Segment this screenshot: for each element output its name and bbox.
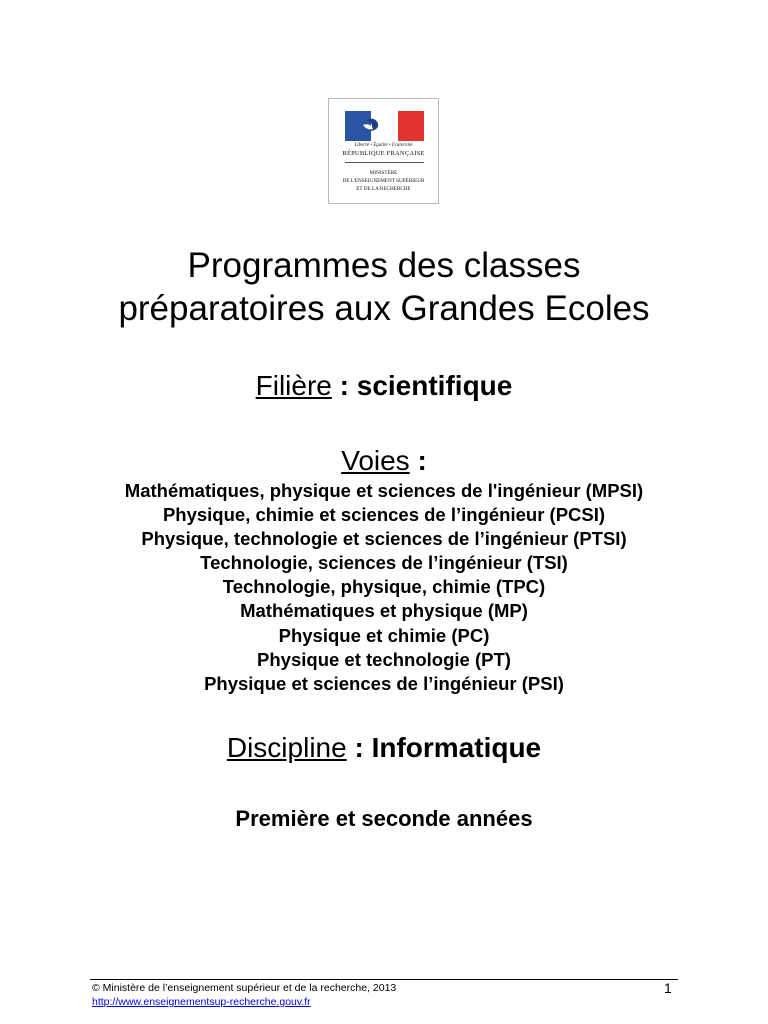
discipline-label: Discipline: [226, 732, 347, 763]
voies-heading: [0, 444, 768, 478]
logo-ministry-line: DE L'ENSEIGNEMENT SUPÉRIEUR: [342, 178, 425, 184]
document-title-line: préparatoires aux Grandes Ecoles: [118, 289, 650, 328]
logo-divider: [345, 162, 424, 163]
footer-divider: [90, 979, 678, 980]
logo-ministry-line: MINISTÈRE: [369, 170, 398, 176]
filiere-label: Filière: [255, 370, 332, 401]
discipline-value: : Informatique: [346, 732, 542, 763]
logo-republic-name: RÉPUBLIQUE FRANÇAISE: [342, 150, 425, 157]
voie-item: Physique, technologie et sciences de l’ingénieur (PTSI): [141, 528, 627, 550]
voie-item: Mathématiques et physique (MP): [240, 600, 528, 622]
voie-item: Physique et chimie (PC): [278, 624, 490, 646]
discipline-heading: [0, 731, 768, 765]
voie-item: Mathématiques, physique et sciences de l'ingénieur (MPSI): [124, 480, 644, 501]
filiere-heading: [0, 369, 768, 403]
footer-copyright: © Ministère de l’enseignement supérieur et de la recherche, 2013: [92, 982, 397, 994]
page-number: 1: [664, 980, 672, 996]
voies-colon: :: [409, 445, 427, 476]
logo-ministry-line: ET DE LA RECHERCHE: [356, 186, 411, 192]
flag-red-band: [398, 111, 424, 141]
voie-item: Technologie, sciences de l’ingénieur (TSI): [200, 552, 568, 574]
voie-item: Physique et sciences de l’ingénieur (PSI): [204, 672, 564, 694]
document-title: [0, 244, 768, 330]
logo-motto: Liberté • Égalité • Fraternité: [354, 143, 413, 148]
years-subtitle: Première et seconde années: [235, 806, 533, 831]
marianne-flag-icon: [345, 111, 424, 141]
ministry-logo: [328, 98, 439, 204]
filiere-value: : scientifique: [331, 370, 513, 401]
ministry-website-link[interactable]: http://www.enseignementsup-recherche.gouv.fr: [92, 996, 311, 1008]
voies-list: [0, 479, 768, 696]
voie-item: Physique, chimie et sciences de l’ingénieur (PCSI): [162, 504, 606, 526]
voie-item: Physique et technologie (PT): [257, 648, 511, 670]
logo-ministry-name: [329, 169, 438, 193]
voie-item: Technologie, physique, chimie (TPC): [222, 576, 546, 598]
voies-label: Voies: [341, 445, 410, 476]
document-title-line: Programmes des classes: [187, 246, 581, 285]
